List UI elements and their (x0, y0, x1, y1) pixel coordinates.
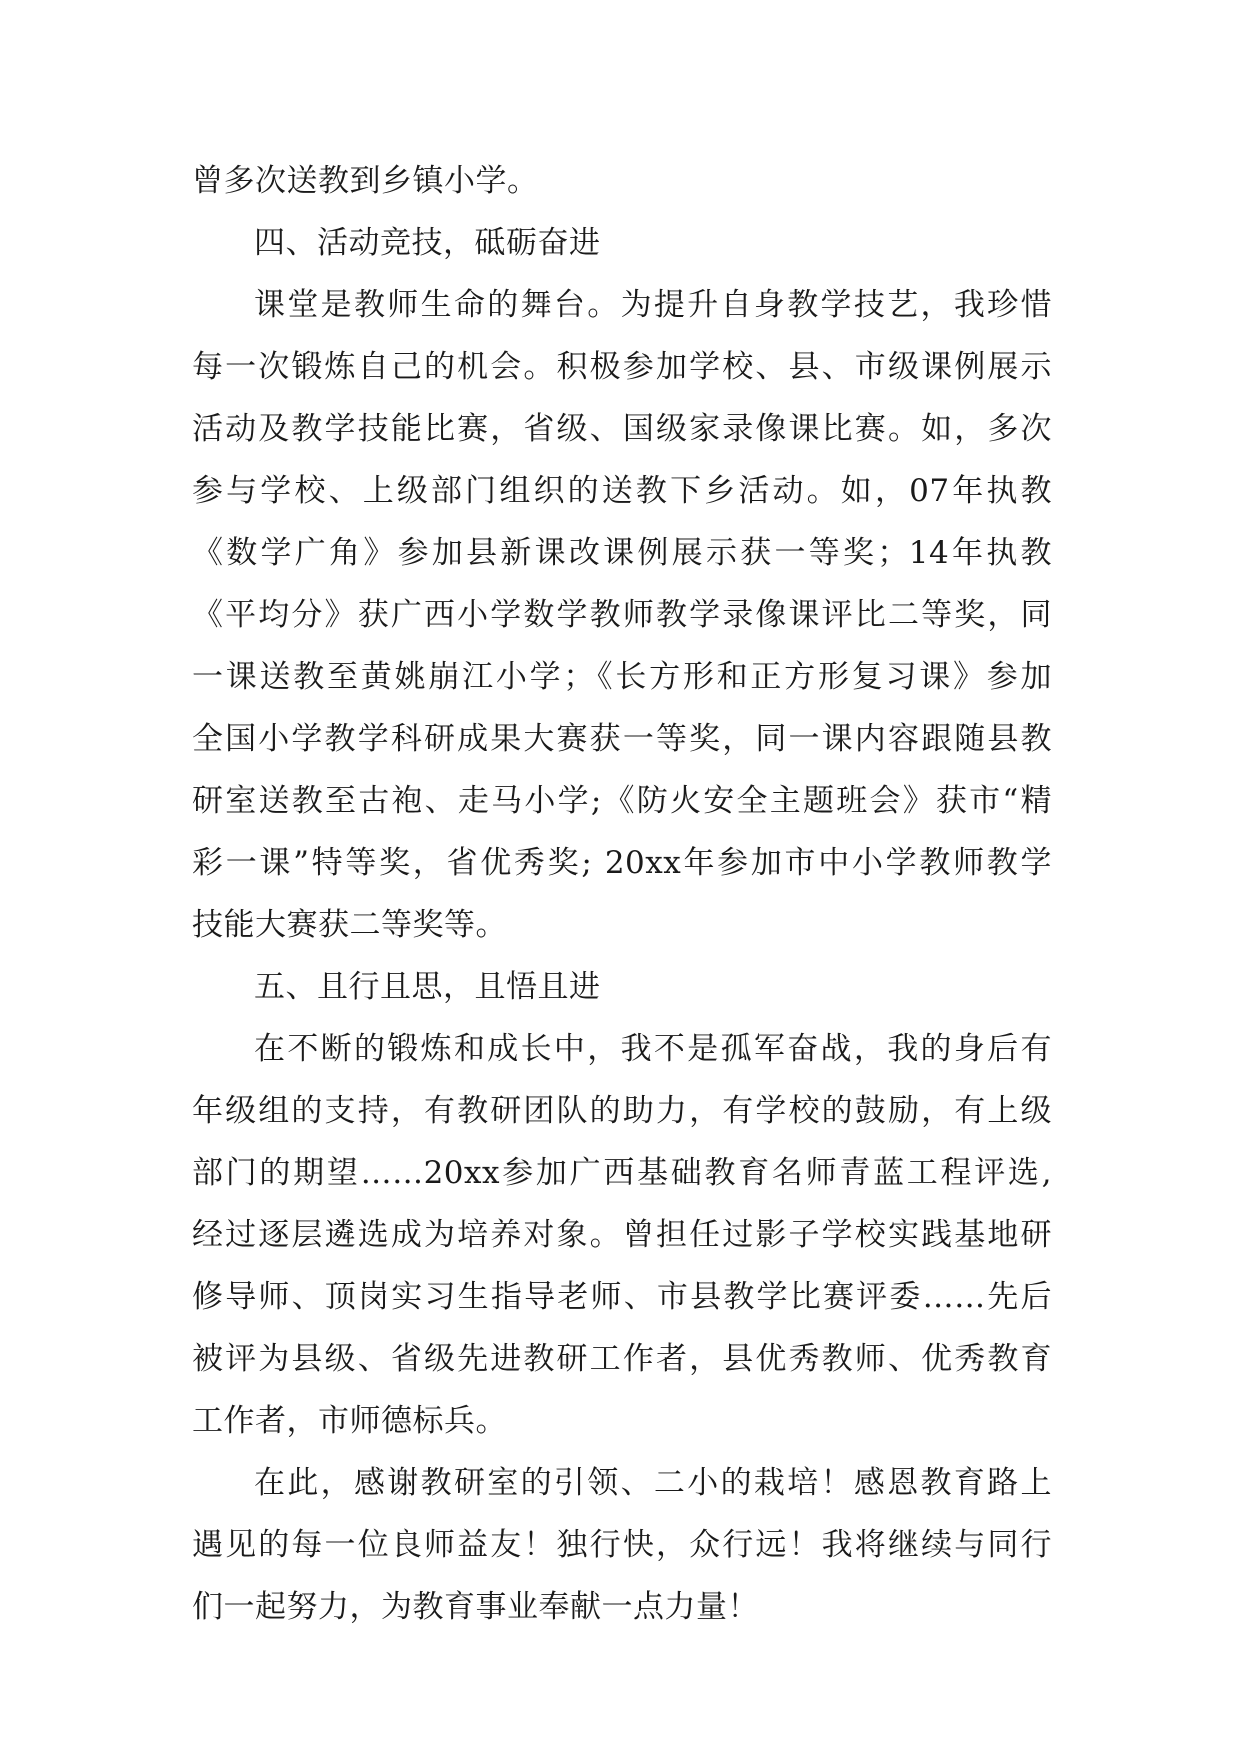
paragraph-line: 活动及教学技能比赛，省级、国级家录像课比赛。如，多次 (192, 411, 1052, 447)
paragraph-line: 研室送教至古袍、走马小学;《防火安全主题班会》获市“精 (192, 783, 1052, 819)
paragraph-line: 被评为县级、省级先进教研工作者，县优秀教师、优秀教育 (192, 1341, 1052, 1377)
paragraph-line: 曾多次送教到乡镇小学。 (192, 163, 539, 199)
paragraph-line: 在不断的锻炼和成长中，我不是孤军奋战，我的身后有 (254, 1031, 1052, 1067)
paragraph-line: 年级组的支持，有教研团队的助力，有学校的鼓励，有上级 (192, 1093, 1052, 1129)
paragraph-line: 每一次锻炼自己的机会。积极参加学校、县、市级课例展示 (192, 349, 1052, 385)
paragraph-line: 们一起努力，为教育事业奉献一点力量！ (192, 1589, 759, 1625)
paragraph-line: 彩一课”特等奖，省优秀奖; 20xx年参加市中小学教师教学 (192, 845, 1052, 881)
paragraph-line: 技能大赛获二等奖等。 (192, 907, 507, 943)
paragraph-line: 《数学广角》参加县新课改课例展示获一等奖；14年执教 (192, 535, 1052, 571)
section-heading: 四、活动竞技，砥砺奋进 (254, 225, 601, 261)
paragraph-line: 修导师、顶岗实习生指导老师、市县教学比赛评委……先后 (192, 1279, 1052, 1315)
paragraph-line: 部门的期望……20xx参加广西基础教育名师青蓝工程评选, (192, 1155, 1052, 1191)
paragraph-line: 参与学校、上级部门组织的送教下乡活动。如，07年执教 (192, 473, 1052, 509)
paragraph-line: 遇见的每一位良师益友！独行快，众行远！我将继续与同行 (192, 1527, 1052, 1563)
paragraph-line: 全国小学教学科研成果大赛获一等奖，同一课内容跟随县教 (192, 721, 1052, 757)
section-heading: 五、且行且思，且悟且进 (254, 969, 601, 1005)
paragraph-line: 工作者，市师德标兵。 (192, 1403, 507, 1439)
paragraph-line: 在此，感谢教研室的引领、二小的栽培！感恩教育路上 (254, 1465, 1052, 1501)
document-page (192, 150, 1052, 1638)
paragraph-line: 课堂是教师生命的舞台。为提升自身教学技艺，我珍惜 (254, 287, 1052, 323)
paragraph-line: 《平均分》获广西小学数学教师教学录像课评比二等奖，同 (192, 597, 1052, 633)
paragraph-line: 经过逐层遴选成为培养对象。曾担任过影子学校实践基地研 (192, 1217, 1052, 1253)
paragraph-line: 一课送教至黄姚崩江小学；《长方形和正方形复习课》参加 (192, 659, 1052, 695)
